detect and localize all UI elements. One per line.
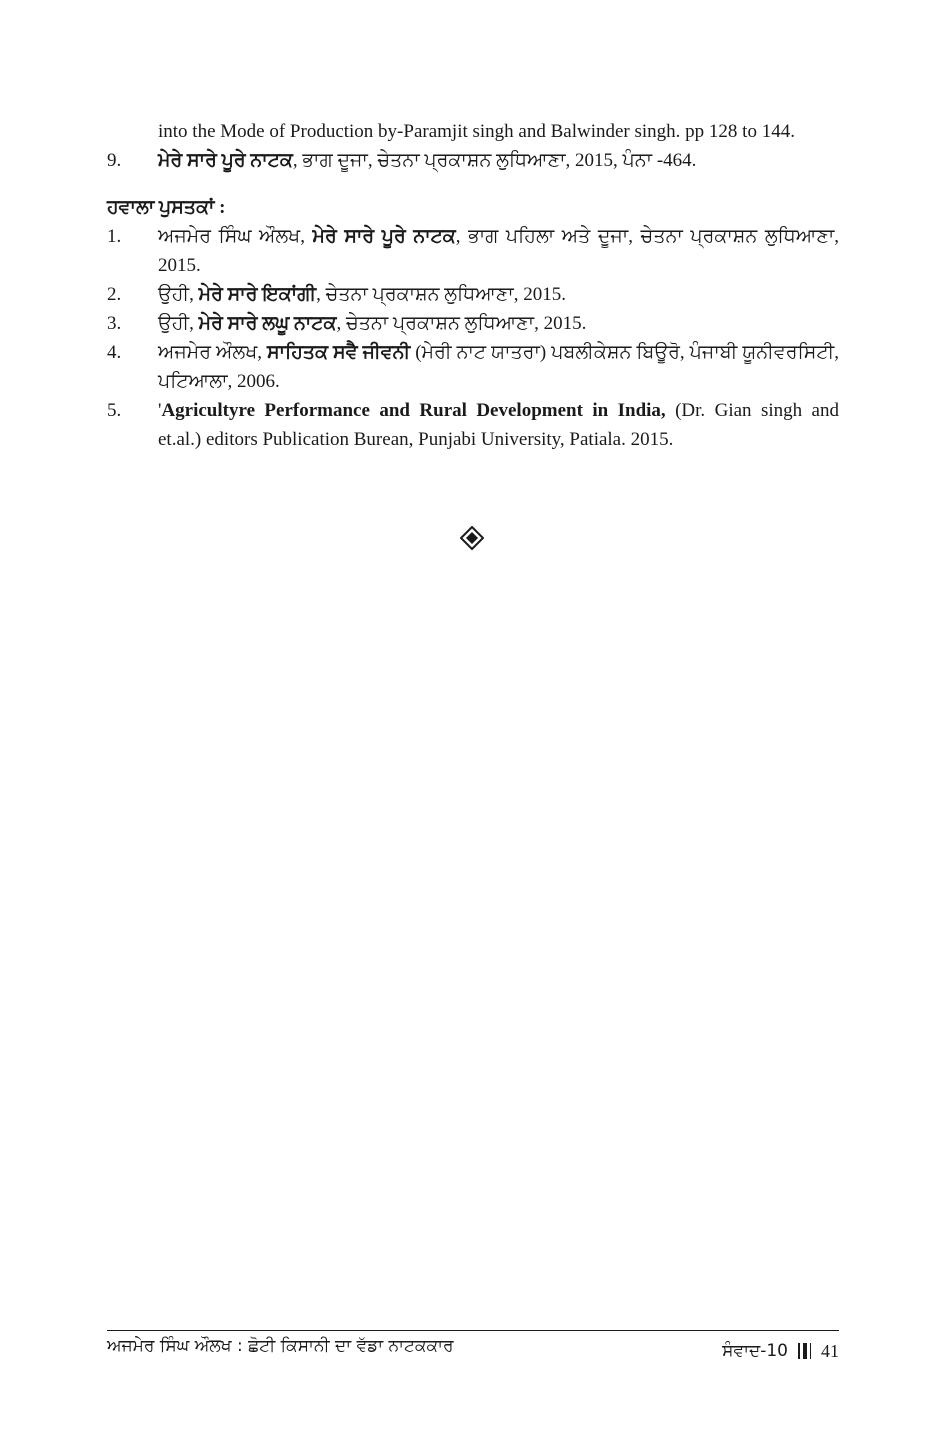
reference-details: , ਚੇਤਨਾ ਪ੍ਰਕਾਸ਼ਨ ਲੁਧਿਆਣਾ, 2015. xyxy=(316,284,566,305)
footer-page-info xyxy=(722,1339,839,1363)
reference-author: ਉਹੀ, xyxy=(158,284,199,305)
reference-details: (ਮੇਰੀ ਨਾਟ ਯਾਤਰਾ) ਪਬਲੀਕੇਸ਼ਨ ਬਿਊਰੋ, ਪੰਜਾਬੀ ਯੂਨੀਵਰਸਿਟੀ, ਪਟਿਆਲਾ, 2006. xyxy=(158,342,839,392)
reference-details: (Dr. Gian singh and et.al.) editors Publication Burean, Punjabi University, Patiala. 2015. xyxy=(158,400,839,450)
running-footer-title: ਅਜਮੇਰ ਸਿੰਘ ਔਲਖ : ਛੋਟੀ ਕਿਸਾਨੀ ਦਾ ਵੱਡਾ ਨਾਟਕਕਾਰ xyxy=(107,1336,454,1356)
note-9-title: ਮੇਰੇ ਸਾਰੇ ਪੂਰੇ ਨਾਟਕ xyxy=(158,150,293,171)
reference-item xyxy=(107,338,839,396)
reference-title: ਸਾਹਿਤਕ ਸਵੈ ਜੀਵਨੀ xyxy=(267,342,411,363)
references-list xyxy=(107,222,839,454)
note-9-number: 9. xyxy=(107,150,122,171)
reference-number: 3. xyxy=(107,313,122,334)
reference-item xyxy=(107,280,839,309)
reference-author: ਉਹੀ, xyxy=(158,313,199,334)
page-number: 41 xyxy=(821,1341,839,1361)
reference-author: ਅਜਮੇਰ ਸਿੰਘ ਔਲਖ, xyxy=(158,226,313,247)
reference-item xyxy=(107,222,839,280)
reference-title: Agricultyre Performance and Rural Development in India, xyxy=(161,400,666,421)
note-9 xyxy=(107,146,839,175)
continued-note-text: into the Mode of Production by-Paramjit singh and Balwinder singh. pp 128 to 144. xyxy=(158,121,795,142)
diamond-ornament-icon xyxy=(460,526,484,550)
reference-number: 4. xyxy=(107,342,122,363)
footer-rule xyxy=(107,1330,839,1331)
reference-text xyxy=(158,396,839,454)
reference-text xyxy=(158,338,839,396)
reference-text xyxy=(158,222,839,280)
journal-name: ਸੰਵਾਦ-10 xyxy=(722,1341,788,1361)
continued-note xyxy=(107,117,839,146)
reference-text xyxy=(158,309,839,338)
reference-item xyxy=(107,396,839,454)
reference-details: , ਭਾਗ ਪਹਿਲਾ ਅਤੇ ਦੂਜਾ, ਚੇਤਨਾ ਪ੍ਰਕਾਸ਼ਨ ਲੁਧਿਆਣਾ, 2015. xyxy=(158,226,839,276)
separator-bars-icon xyxy=(798,1343,811,1359)
reference-text xyxy=(158,280,839,309)
page-body xyxy=(107,117,839,454)
note-9-text xyxy=(158,146,839,175)
reference-author: ਅਜਮੇਰ ਔਲਖ, xyxy=(158,342,268,363)
reference-author: ' xyxy=(158,400,162,421)
reference-number: 1. xyxy=(107,226,122,247)
reference-item xyxy=(107,309,839,338)
reference-number: 5. xyxy=(107,400,122,421)
reference-number: 2. xyxy=(107,284,122,305)
references-heading: ਹਵਾਲਾ ਪੁਸਤਕਾਂ : xyxy=(107,197,226,218)
reference-title: ਮੇਰੇ ਸਾਰੇ ਪੂਰੇ ਨਾਟਕ xyxy=(312,226,456,247)
reference-title: ਮੇਰੇ ਸਾਰੇ ਇਕਾਂਗੀ xyxy=(198,284,317,305)
reference-details: , ਚੇਤਨਾ ਪ੍ਰਕਾਸ਼ਨ ਲੁਧਿਆਣਾ, 2015. xyxy=(336,313,587,334)
note-9-rest: , ਭਾਗ ਦੂਜਾ, ਚੇਤਨਾ ਪ੍ਰਕਾਸ਼ਨ ਲੁਧਿਆਣਾ, 2015, ਪੰਨਾ -464. xyxy=(292,150,697,171)
reference-title: ਮੇਰੇ ਸਾਰੇ ਲਘੂ ਨਾਟਕ xyxy=(198,313,337,334)
